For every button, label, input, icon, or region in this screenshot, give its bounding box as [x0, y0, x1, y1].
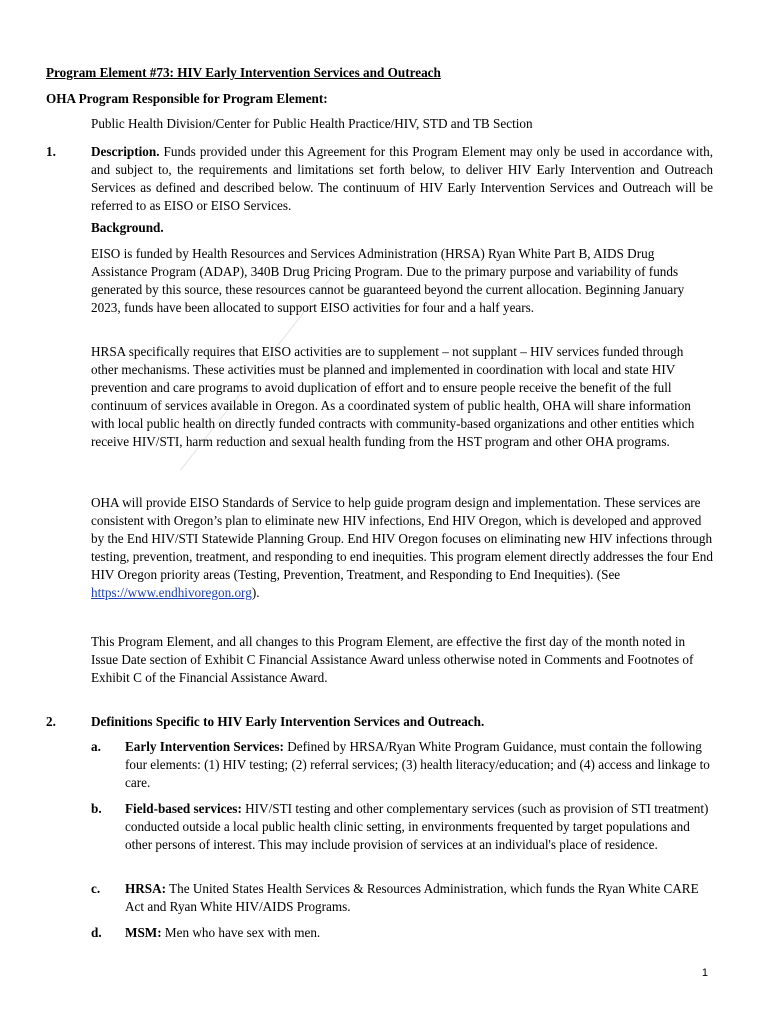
- background-paragraph-1: [91, 245, 713, 317]
- definition-early-intervention: [125, 738, 713, 792]
- definition-term: MSM:: [125, 925, 162, 940]
- definition-text: Defined by HRSA/Ryan White Program Guidance, must contain the following four elements: (1) HIV testing; (2) referral services; (3) health literacy/education; and (4) access and linkage to care.: [125, 739, 710, 790]
- page-title: Program Element #73: HIV Early Intervention Services and Outreach: [46, 65, 441, 80]
- definition-letter-a: a.: [91, 739, 101, 754]
- definition-field-based: [125, 800, 713, 854]
- section-2-number: 2.: [46, 714, 56, 729]
- definition-term: Field-based services:: [125, 801, 242, 816]
- section-1-text: Funds provided under this Agreement for this Program Element may only be used in accordance with, and subject to, the requirements and limitations set forth below, to deliver HIV Early Intervention and Outreach Services as defined and described below. The continuum of HIV Early Intervention Services and Outreach will be referred to as EISO or EISO Services.: [91, 144, 713, 213]
- background-paragraph-2: [91, 343, 713, 451]
- background-heading: Background.: [91, 220, 164, 235]
- section-1-description: [91, 143, 713, 215]
- definition-term: Early Intervention Services:: [125, 739, 284, 754]
- section-1-heading: Description.: [91, 144, 160, 159]
- responsible-value: Public Health Division/Center for Public Health Practice/HIV, STD and TB Section: [91, 116, 533, 131]
- definition-letter-b: b.: [91, 801, 102, 816]
- definition-hrsa: [125, 880, 713, 916]
- paragraph-text: EISO is funded by Health Resources and Services Administration (HRSA) Ryan White Part B, AIDS Drug Assistance Program (ADAP), 340B Drug Pricing Program. Due to the primary purpose and variability of funds generated by this source, these resources cannot be guaranteed beyond the current allocation. Beginning January 2023, funds have been allocated to support EISO activities for four and a half years.: [91, 246, 685, 315]
- definition-text: Men who have sex with men.: [161, 925, 321, 940]
- background-paragraph-4: [91, 633, 713, 687]
- end-hiv-oregon-link[interactable]: https://www.endhivoregon.org: [91, 585, 252, 600]
- paragraph-text: OHA will provide EISO Standards of Service to help guide program design and implementation. These services are consistent with Oregon’s plan to eliminate new HIV infections, End HIV Oregon, which is developed and approved by the End HIV/STI Statewide Planning Group. End HIV Oregon focuses on eliminating new HIV infections through testing, prevention, treatment, and responding to end inequities. This program element directly addresses the four End HIV Oregon priority areas (Testing, Prevention, Treatment, and Responding to End Inequities). (See: [91, 495, 713, 582]
- definition-text: HIV/STI testing and other complementary services (such as provision of STI treatment) conducted outside a local public health clinic setting, in environments frequented by target populations and other persons of interest. This may include provision of services at an individual's place of residence.: [125, 801, 709, 852]
- definition-term: HRSA:: [125, 881, 167, 896]
- background-paragraph-3: [91, 494, 713, 602]
- paragraph-text: This Program Element, and all changes to this Program Element, are effective the first day of the month noted in Issue Date section of Exhibit C Financial Assistance Award unless otherwise noted in Comments and Footnotes of Exhibit C of the Financial Assistance Award.: [91, 634, 694, 685]
- paragraph-text: HRSA specifically requires that EISO activities are to supplement – not supplant – HIV services funded through other mechanisms. These activities must be planned and implemented in coordination with local and state HIV prevention and care programs to avoid duplication of effort and to ensure people receive the benefit of the full continuum of services available in Oregon. As a coordinated system of public health, OHA will share information with local public health on directly funded contracts with community-based organizations and other entities which receive HIV/STI, harm reduction and sexual health funding from the HST program and other OHA programs.: [91, 344, 695, 449]
- definition-letter-d: d.: [91, 925, 102, 940]
- definition-text: The United States Health Services & Resources Administration, which funds the Ryan White CARE Act and Ryan White HIV/AIDS Programs.: [125, 881, 699, 914]
- section-2-heading: Definitions Specific to HIV Early Intervention Services and Outreach.: [91, 714, 485, 729]
- responsible-label: OHA Program Responsible for Program Element:: [46, 91, 328, 106]
- paragraph-end: ).: [251, 585, 260, 600]
- section-1-number: 1.: [46, 144, 56, 159]
- definition-letter-c: c.: [91, 881, 101, 896]
- definition-msm: [125, 924, 713, 942]
- page-number: 1: [701, 967, 708, 979]
